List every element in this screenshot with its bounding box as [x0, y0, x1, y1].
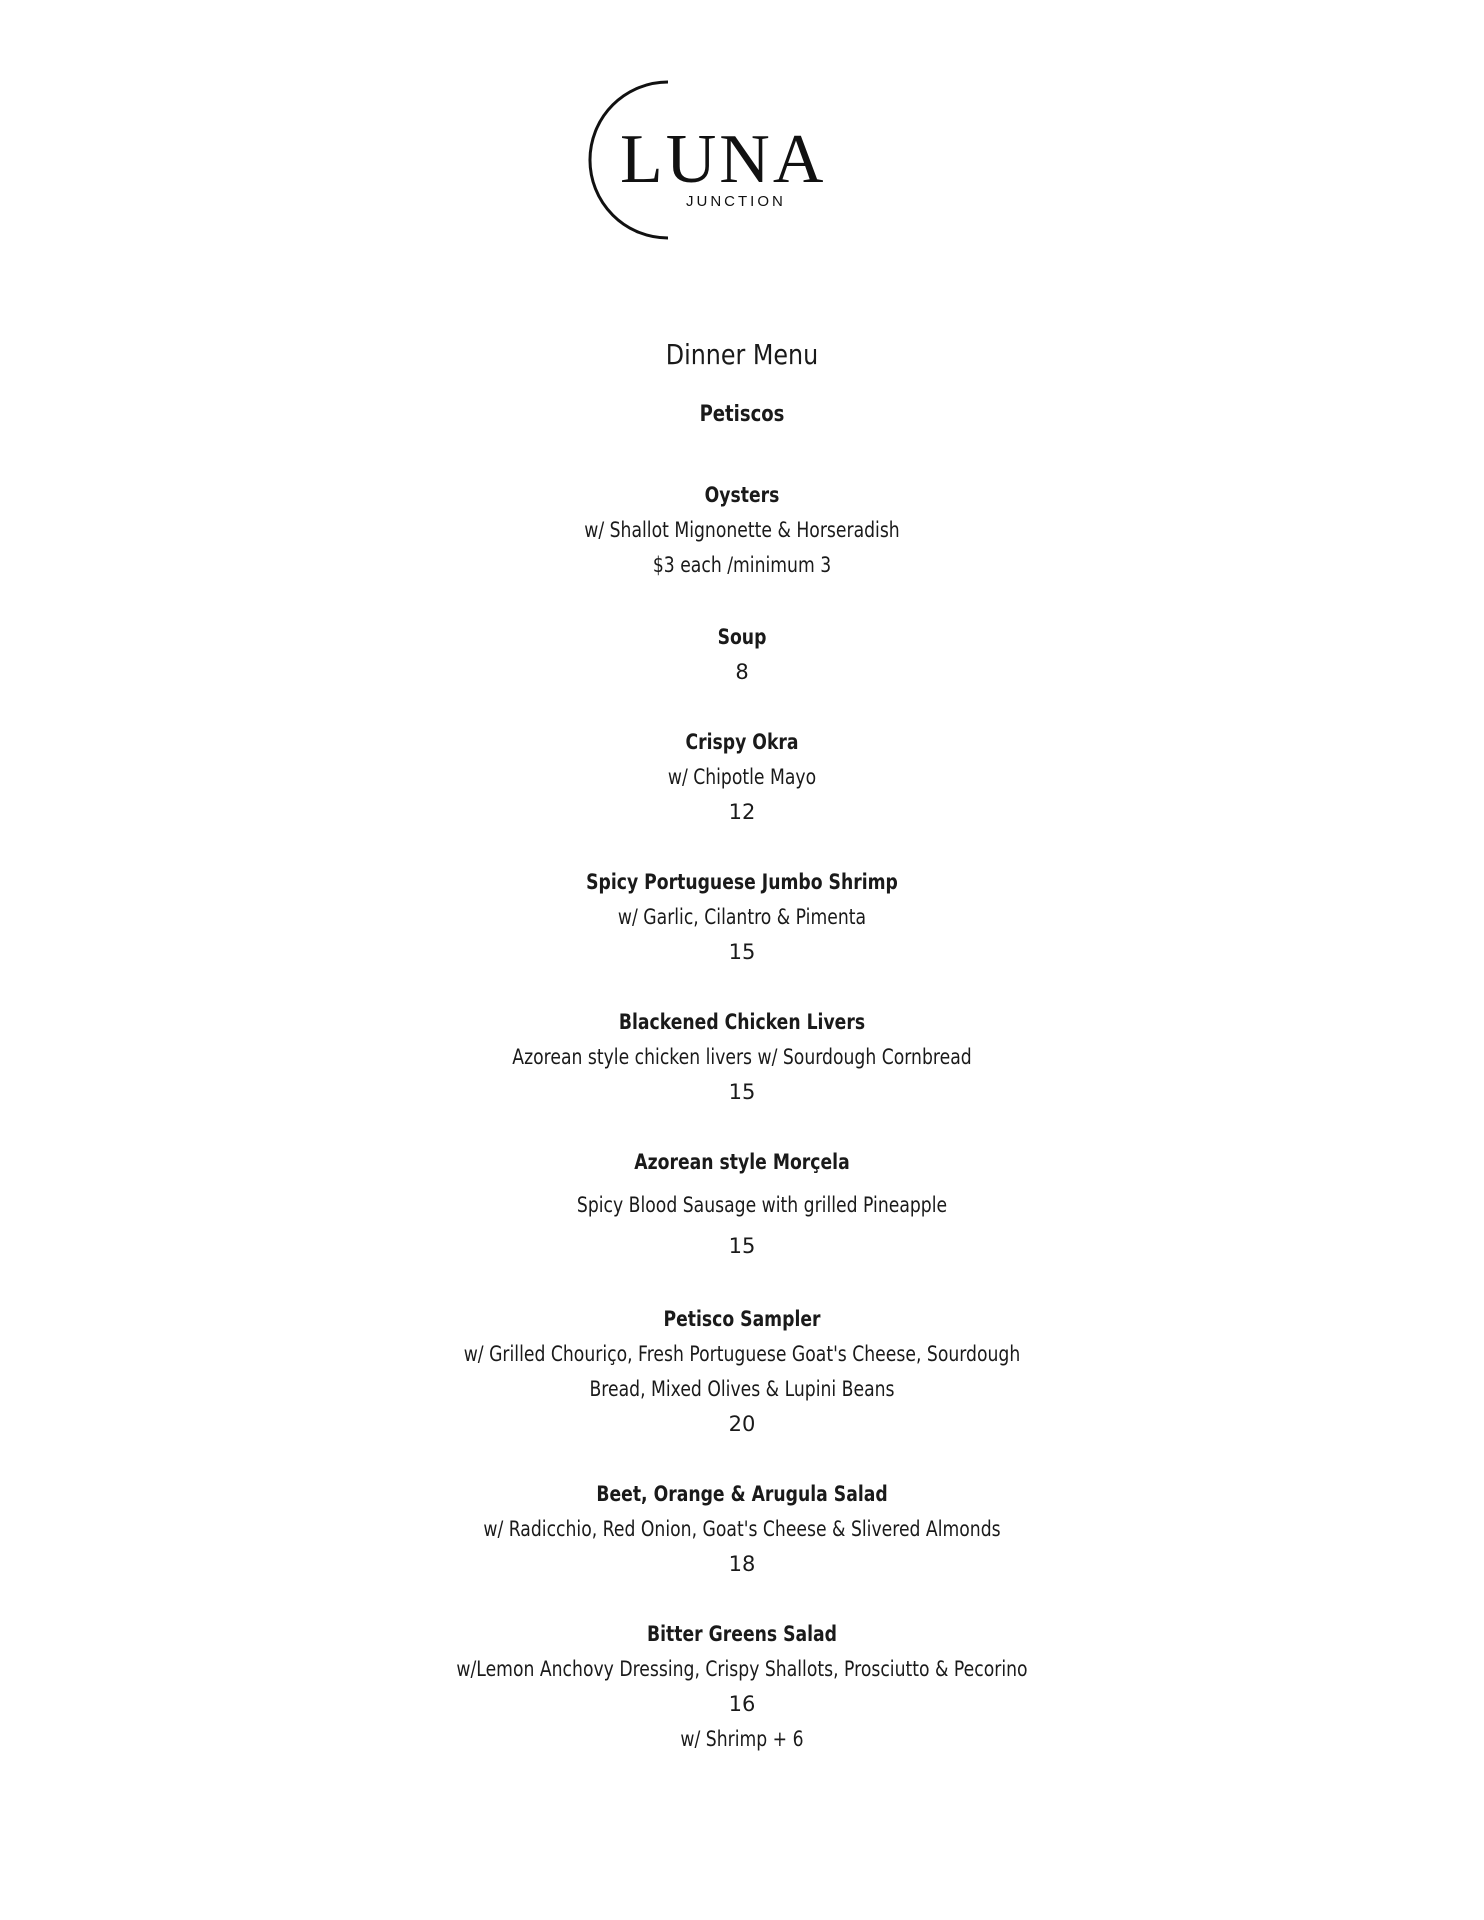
item-name: Petisco Sampler: [663, 1307, 821, 1331]
item-description: w/ Garlic, Cilantro & Pimenta: [617, 905, 867, 929]
menu-item-soup: [0, 620, 1484, 690]
item-price: 8: [735, 660, 749, 684]
menu-item-crispy-okra: [0, 725, 1484, 830]
item-add-on: w/ Shrimp + 6: [680, 1727, 804, 1751]
menu-item-oysters: [0, 478, 1484, 583]
item-price: 16: [728, 1692, 756, 1716]
item-price: 18: [728, 1552, 756, 1576]
item-name: Crispy Okra: [685, 730, 799, 754]
item-price: 20: [728, 1412, 756, 1436]
item-description: w/ Grilled Chouriço, Fresh Portuguese Goat's Cheese, Sourdough Bread, Mixed Olives & Lupini Beans: [463, 1342, 1021, 1401]
menu-item-chicken-livers: [0, 1005, 1484, 1110]
logo-name: LUNA: [620, 121, 827, 198]
item-name: Spicy Portuguese Jumbo Shrimp: [586, 870, 898, 894]
item-name: Blackened Chicken Livers: [618, 1010, 866, 1034]
item-description: w/ Shallot Mignonette & Horseradish: [584, 518, 900, 542]
item-description: Spicy Blood Sausage with grilled Pineapple: [576, 1193, 948, 1217]
item-name: Oysters: [704, 483, 780, 507]
menu-item-morcela: [0, 1145, 1484, 1264]
logo-subtitle: JUNCTION: [686, 193, 786, 210]
item-name: Beet, Orange & Arugula Salad: [596, 1482, 888, 1506]
item-price: $3 each /minimum 3: [652, 553, 832, 577]
item-name: Bitter Greens Salad: [646, 1622, 838, 1646]
menu-title: Dinner Menu: [665, 338, 819, 371]
menu-item-beet-salad: [0, 1477, 1484, 1582]
item-price: 12: [728, 800, 756, 824]
item-price: 15: [728, 940, 756, 964]
menu-item-bitter-greens-salad: [0, 1617, 1484, 1757]
item-description: Azorean style chicken livers w/ Sourdough Cornbread: [512, 1045, 972, 1069]
item-name: Soup: [717, 625, 767, 649]
item-name: Azorean style Morçela: [634, 1150, 850, 1174]
section-title: Petiscos: [699, 402, 785, 427]
item-description: w/ Chipotle Mayo: [667, 765, 817, 789]
item-description: w/Lemon Anchovy Dressing, Crispy Shallots, Prosciutto & Pecorino: [456, 1657, 1028, 1681]
item-price: 15: [728, 1234, 756, 1258]
menu-item-petisco-sampler: [0, 1302, 1484, 1442]
item-description: w/ Radicchio, Red Onion, Goat's Cheese & Slivered Almonds: [483, 1517, 1001, 1541]
item-price: 15: [728, 1080, 756, 1104]
menu-item-jumbo-shrimp: [0, 865, 1484, 970]
